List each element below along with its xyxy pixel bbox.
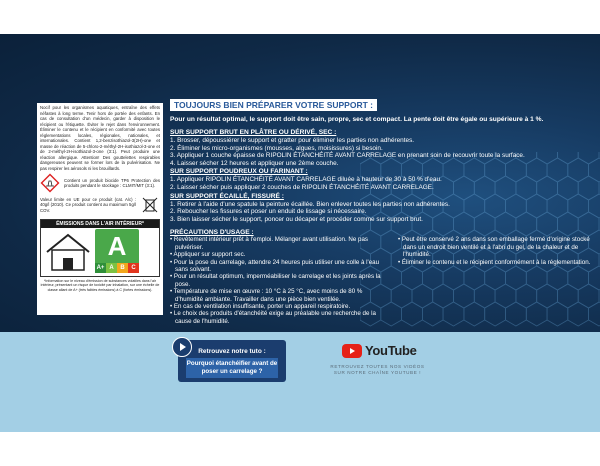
crossed-bin-icon	[140, 195, 160, 215]
precautions-section	[170, 229, 600, 325]
precaution-item: • Appliquer sur support sec.	[170, 251, 246, 259]
subsection-title: SUR SUPPORT ÉCAILLÉ, FISSURÉ :	[170, 192, 284, 200]
precautions-left	[170, 236, 388, 325]
tutorial-question: Pourquoi étanchéifier avant de poser un carrelage ?	[186, 358, 278, 378]
emissions-label	[40, 219, 160, 277]
emission-scale	[95, 263, 139, 273]
subsection-title: SUR SUPPORT POUDREUX OU FARINANT :	[170, 168, 308, 176]
youtube-note: RETROUVEZ TOUTES NOS VIDÉOS SUR NOTRE CHAÎNE YOUTUBE !	[330, 364, 425, 375]
precautions-title: PRÉCAUTIONS D'USAGE :	[170, 229, 254, 236]
tutorial-card[interactable]	[178, 340, 286, 382]
intro-text: Pour un résultat optimal, le support doit être sain, propre, sec et compact. La pente doit être égale ou supérieure à 1 %.	[170, 116, 544, 123]
youtube-wordmark: YouTube	[365, 343, 417, 358]
precautions-right	[398, 236, 598, 325]
step: 3. Appliquer 1 couche épaisse de RIPOLIN ÉTANCHÉITÉ AVANT CARRELAGE en prenant soin de recouvrir toute la surface.	[170, 152, 525, 160]
bottom-band	[0, 332, 600, 432]
step: 1. Retirer à l'aide d'une spatule la peinture écaillée. Bien enlever toutes les parties non adhérentes.	[170, 200, 450, 208]
voc-text: Valeur limite en UE pour ce produit (cat. A/c) : 40g/l (2010). Ce produit contient au maximum 5g/l COV.	[40, 196, 136, 213]
subsection-title: SUR SUPPORT BRUT EN PLÂTRE OU DÉRIVÉ, SEC :	[170, 129, 337, 136]
precaution-item: • Température de mise en œuvre : 10 °C à 25 °C, avec moins de 80 % d'humidité ambiante. Travailler dans une pièce bien ventilée.	[170, 288, 363, 303]
step: 2. Éliminer les micro-organismes (mousses, algues, moisissures) si besoin.	[170, 144, 383, 152]
precaution-item: • Pour un résultat optimum, imperméabiliser le carrelage et les joints après la pose.	[170, 273, 381, 288]
step: 1. Brosser, dépoussiérer le support et gratter pour éliminer les parties non adhérentes.	[170, 137, 415, 144]
step: 1. Appliquer RIPOLIN ÉTANCHÉITÉ AVANT CARRELAGE diluée à hauteur de 30 à 50 % d'eau.	[170, 176, 442, 184]
section-title: TOUJOURS BIEN PRÉPARER VOTRE SUPPORT :	[170, 99, 377, 111]
preparation-section	[170, 95, 590, 223]
environment-hazard-icon	[40, 173, 60, 193]
precaution-item: • Le choix des produits d'étanchéité exige au préalable une recherche de la cause de l'humidité.	[170, 310, 376, 325]
safety-label-card	[37, 103, 163, 315]
scale-a: A	[106, 263, 117, 273]
step: 3. Bien laisser sécher le support, poncer ou décaper et procéder comme sur support brut.	[170, 215, 423, 223]
step: 2. Laisser sécher puis appliquer 2 couches de RIPOLIN ÉTANCHÉITÉ AVANT CARRELAGE.	[170, 183, 434, 191]
steps-list	[170, 201, 590, 224]
precaution-item: • Pour la pose du carrelage, attendre 24 heures puis utiliser une colle à l'eau sans solvant.	[170, 258, 380, 274]
precaution-item: • Éliminer le contenu et le récipient conformément à la réglementation.	[398, 258, 591, 266]
youtube-logo[interactable]	[342, 343, 417, 358]
steps-list	[170, 137, 590, 167]
tutorial-heading: Retrouvez notre tuto :	[198, 348, 266, 355]
emissions-title: ÉMISSIONS DANS L'AIR INTÉRIEUR*	[41, 220, 159, 228]
youtube-play-icon	[342, 344, 362, 358]
emissions-note: *Information sur le niveau d'émission de substances volatiles dans l'air intérieur, présentant un risque de toxicité par inhalation, sur une échelle de classe allant de A+ (très faibles émissions) à C (fortes émissions).	[40, 279, 160, 292]
scale-b: B	[117, 263, 128, 273]
scale-a-plus: A+	[96, 265, 105, 271]
precaution-item: • En cas de ventilation insuffisante, porter un appareil respiratoire.	[170, 303, 351, 311]
safety-text: Nocif pour les organismes aquatiques, entraîne des effets néfastes à long terme. Tenir hors de portée des enfants. En cas de consultation d'un médecin, garder à disposition le récipient ou l'étiquette. Éviter le rejet dans l'environnement. Éliminer le contenu et le récipient en conformité avec toutes réglementations locales, régionales, nationales, et internationales. Contient 1,2-benzisothiazol-3(2H)-one et masse de réaction de 5-chloro-2-méthyl-2H-isothiazol-3-one et de 2-méthyl-2H-isothiazol-3-one (3:1). Peut produire une réaction allergique. Attention! Des gouttelettes respirables dangereuses peuvent se former lors de la pulvérisation. Ne pas respirer les aérosols ni les brouillards.	[40, 105, 160, 171]
steps-list	[170, 176, 590, 191]
play-icon[interactable]	[172, 337, 192, 357]
step: 2. Reboucher les fissures et poser un enduit de lissage si nécessaire.	[170, 208, 367, 216]
precaution-item: • Peut être conservé 2 ans dans son emballage fermé d'origine stocké dans un endroit bien ventilé et à l'abri du gel, de la chaleur et de l'humidité.	[398, 236, 590, 259]
scale-c: C	[128, 263, 139, 273]
step: 4. Laisser sécher 12 heures et appliquer une 2ème couche.	[170, 159, 339, 167]
biocide-text: Contient un produit biocide TP6 Protection des produits pendant le stockage : CLMIT/MIT (3:1).	[64, 177, 160, 188]
house-icon	[45, 232, 91, 272]
precaution-item: • Revêtement intérieur prêt à l'emploi. Mélanger avant utilisation. Ne pas pulvériser.	[170, 236, 369, 251]
emission-grade-letter: A	[107, 231, 127, 261]
